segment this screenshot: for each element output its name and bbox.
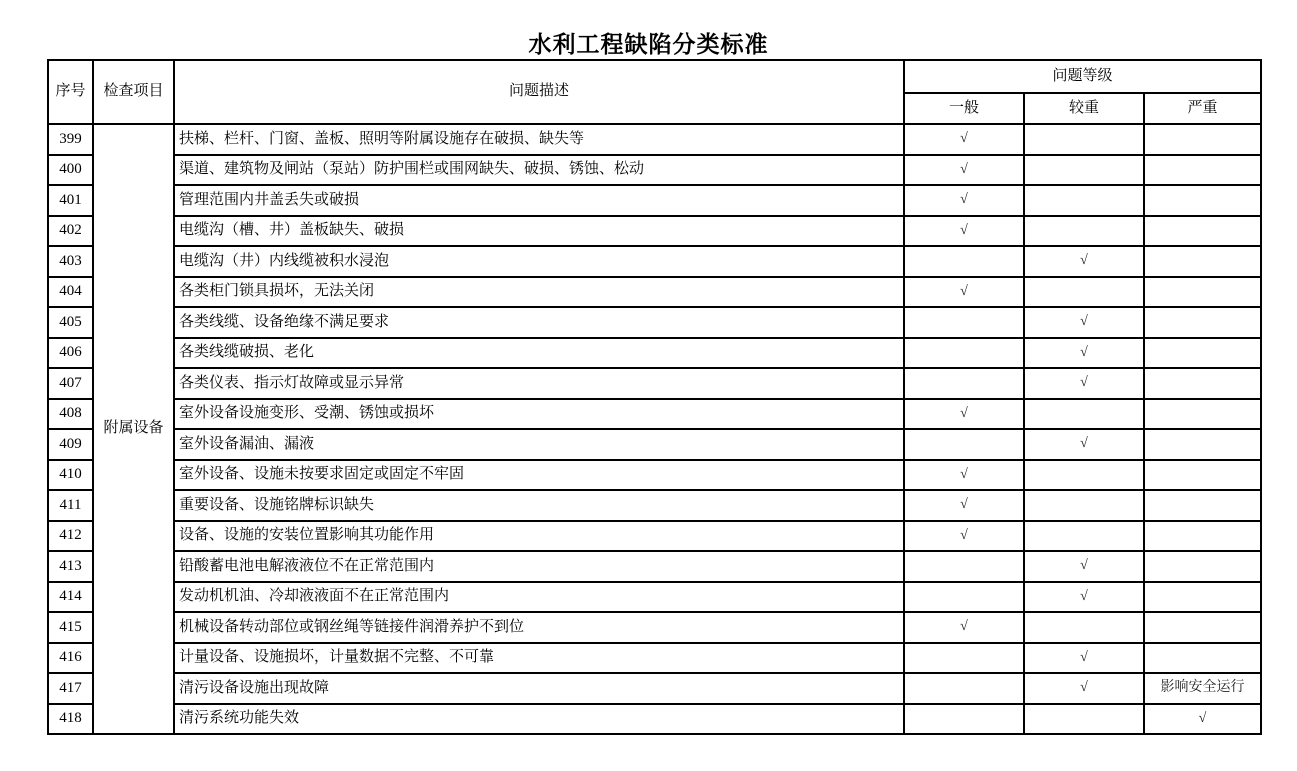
row-level-serious-cell: √ (1024, 551, 1144, 582)
table-row (48, 460, 1261, 491)
row-level-general-cell (904, 673, 1024, 704)
row-serial-no: 406 (48, 338, 93, 369)
row-level-general-cell (904, 429, 1024, 460)
row-serial-no: 414 (48, 582, 93, 613)
row-level-severe-cell (1144, 124, 1261, 155)
row-level-serious-cell (1024, 460, 1144, 491)
row-level-serious-cell (1024, 399, 1144, 430)
row-level-general-cell (904, 551, 1024, 582)
table-header (48, 60, 1261, 124)
row-level-serious-cell (1024, 185, 1144, 216)
row-serial-no: 410 (48, 460, 93, 491)
table-row (48, 673, 1261, 704)
row-problem-description: 各类仪表、指示灯故障或显示异常 (174, 368, 904, 399)
row-problem-description: 发动机机油、冷却液液面不在正常范围内 (174, 582, 904, 613)
col-header-level-severe: 严重 (1144, 93, 1261, 124)
row-level-general-cell (904, 307, 1024, 338)
row-level-general-cell: √ (904, 460, 1024, 491)
row-problem-description: 铅酸蓄电池电解液液位不在正常范围内 (174, 551, 904, 582)
col-header-inspection-item: 检查项目 (93, 60, 174, 124)
col-header-problem-level-group: 问题等级 (904, 60, 1261, 93)
row-level-severe-cell (1144, 643, 1261, 674)
row-level-serious-cell (1024, 277, 1144, 308)
row-level-general-cell: √ (904, 277, 1024, 308)
row-level-severe-cell (1144, 307, 1261, 338)
table-row (48, 429, 1261, 460)
row-level-general-cell: √ (904, 124, 1024, 155)
row-problem-description: 计量设备、设施损坏，计量数据不完整、不可靠 (174, 643, 904, 674)
defect-classification-table (47, 59, 1262, 735)
row-serial-no: 405 (48, 307, 93, 338)
row-level-severe-cell (1144, 429, 1261, 460)
row-level-severe-cell (1144, 612, 1261, 643)
row-level-severe-cell (1144, 185, 1261, 216)
row-level-severe-cell (1144, 338, 1261, 369)
row-level-general-cell (904, 704, 1024, 735)
row-level-serious-cell: √ (1024, 338, 1144, 369)
table-body (48, 124, 1261, 734)
table-row (48, 246, 1261, 277)
table-row (48, 216, 1261, 247)
row-level-severe-cell (1144, 460, 1261, 491)
row-problem-description: 机械设备转动部位或钢丝绳等链接件润滑养护不到位 (174, 612, 904, 643)
row-level-severe-cell (1144, 399, 1261, 430)
table-row (48, 643, 1261, 674)
row-problem-description: 各类线缆破损、老化 (174, 338, 904, 369)
row-level-general-cell: √ (904, 490, 1024, 521)
table-row (48, 521, 1261, 552)
row-level-general-cell (904, 246, 1024, 277)
col-header-level-general: 一般 (904, 93, 1024, 124)
table-row (48, 338, 1261, 369)
row-level-serious-cell (1024, 216, 1144, 247)
row-level-general-cell (904, 643, 1024, 674)
row-problem-description: 电缆沟（井）内线缆被积水浸泡 (174, 246, 904, 277)
row-level-general-cell: √ (904, 216, 1024, 247)
row-serial-no: 413 (48, 551, 93, 582)
col-header-problem-description: 问题描述 (174, 60, 904, 124)
row-level-general-cell: √ (904, 521, 1024, 552)
row-level-serious-cell: √ (1024, 673, 1144, 704)
row-level-serious-cell (1024, 612, 1144, 643)
row-level-general-cell (904, 582, 1024, 613)
row-problem-description: 室外设备漏油、漏液 (174, 429, 904, 460)
table-row (48, 612, 1261, 643)
row-level-severe-cell (1144, 582, 1261, 613)
table-row (48, 582, 1261, 613)
table-row (48, 277, 1261, 308)
row-level-serious-cell (1024, 124, 1144, 155)
row-serial-no: 399 (48, 124, 93, 155)
page-title: 水利工程缺陷分类标准 (528, 31, 769, 57)
row-level-general-cell (904, 368, 1024, 399)
inspection-item-cell: 附属设备 (93, 124, 174, 734)
row-level-serious-cell: √ (1024, 429, 1144, 460)
row-problem-description: 重要设备、设施铭牌标识缺失 (174, 490, 904, 521)
table-row (48, 368, 1261, 399)
row-level-severe-cell (1144, 246, 1261, 277)
row-problem-description: 设备、设施的安装位置影响其功能作用 (174, 521, 904, 552)
row-serial-no: 407 (48, 368, 93, 399)
row-level-serious-cell: √ (1024, 307, 1144, 338)
row-level-serious-cell (1024, 704, 1144, 735)
row-problem-description: 室外设备设施变形、受潮、锈蚀或损坏 (174, 399, 904, 430)
row-level-general-cell: √ (904, 155, 1024, 186)
row-level-serious-cell: √ (1024, 368, 1144, 399)
table-row (48, 185, 1261, 216)
row-serial-no: 416 (48, 643, 93, 674)
table-row (48, 490, 1261, 521)
row-serial-no: 415 (48, 612, 93, 643)
table-row (48, 124, 1261, 155)
table-row (48, 155, 1261, 186)
row-level-severe-cell: √ (1144, 704, 1261, 735)
row-problem-description: 各类柜门锁具损坏，无法关闭 (174, 277, 904, 308)
row-level-severe-cell: 影响安全运行 (1144, 673, 1261, 704)
row-level-severe-cell (1144, 216, 1261, 247)
col-header-serial-no: 序号 (48, 60, 93, 124)
row-serial-no: 400 (48, 155, 93, 186)
row-level-severe-cell (1144, 521, 1261, 552)
row-problem-description: 管理范围内井盖丢失或破损 (174, 185, 904, 216)
row-serial-no: 404 (48, 277, 93, 308)
row-level-serious-cell (1024, 490, 1144, 521)
row-level-serious-cell: √ (1024, 643, 1144, 674)
row-level-serious-cell (1024, 155, 1144, 186)
row-level-general-cell (904, 338, 1024, 369)
row-level-serious-cell: √ (1024, 582, 1144, 613)
row-level-severe-cell (1144, 368, 1261, 399)
row-problem-description: 清污系统功能失效 (174, 704, 904, 735)
row-problem-description: 各类线缆、设备绝缘不满足要求 (174, 307, 904, 338)
row-level-general-cell: √ (904, 185, 1024, 216)
row-level-serious-cell: √ (1024, 246, 1144, 277)
row-problem-description: 渠道、建筑物及闸站（泵站）防护围栏或围网缺失、破损、锈蚀、松动 (174, 155, 904, 186)
row-problem-description: 扶梯、栏杆、门窗、盖板、照明等附属设施存在破损、缺失等 (174, 124, 904, 155)
row-level-severe-cell (1144, 490, 1261, 521)
row-level-severe-cell (1144, 155, 1261, 186)
row-level-severe-cell (1144, 277, 1261, 308)
row-problem-description: 室外设备、设施未按要求固定或固定不牢固 (174, 460, 904, 491)
row-level-serious-cell (1024, 521, 1144, 552)
row-serial-no: 409 (48, 429, 93, 460)
table-row (48, 307, 1261, 338)
row-problem-description: 清污设备设施出现故障 (174, 673, 904, 704)
col-header-level-serious: 较重 (1024, 93, 1144, 124)
table-row (48, 704, 1261, 735)
row-serial-no: 417 (48, 673, 93, 704)
row-serial-no: 418 (48, 704, 93, 735)
row-serial-no: 402 (48, 216, 93, 247)
row-serial-no: 403 (48, 246, 93, 277)
row-level-general-cell: √ (904, 612, 1024, 643)
row-serial-no: 408 (48, 399, 93, 430)
table-row (48, 551, 1261, 582)
row-level-general-cell: √ (904, 399, 1024, 430)
row-serial-no: 411 (48, 490, 93, 521)
row-serial-no: 412 (48, 521, 93, 552)
row-serial-no: 401 (48, 185, 93, 216)
row-problem-description: 电缆沟（槽、井）盖板缺失、破损 (174, 216, 904, 247)
table-row (48, 399, 1261, 430)
row-level-severe-cell (1144, 551, 1261, 582)
